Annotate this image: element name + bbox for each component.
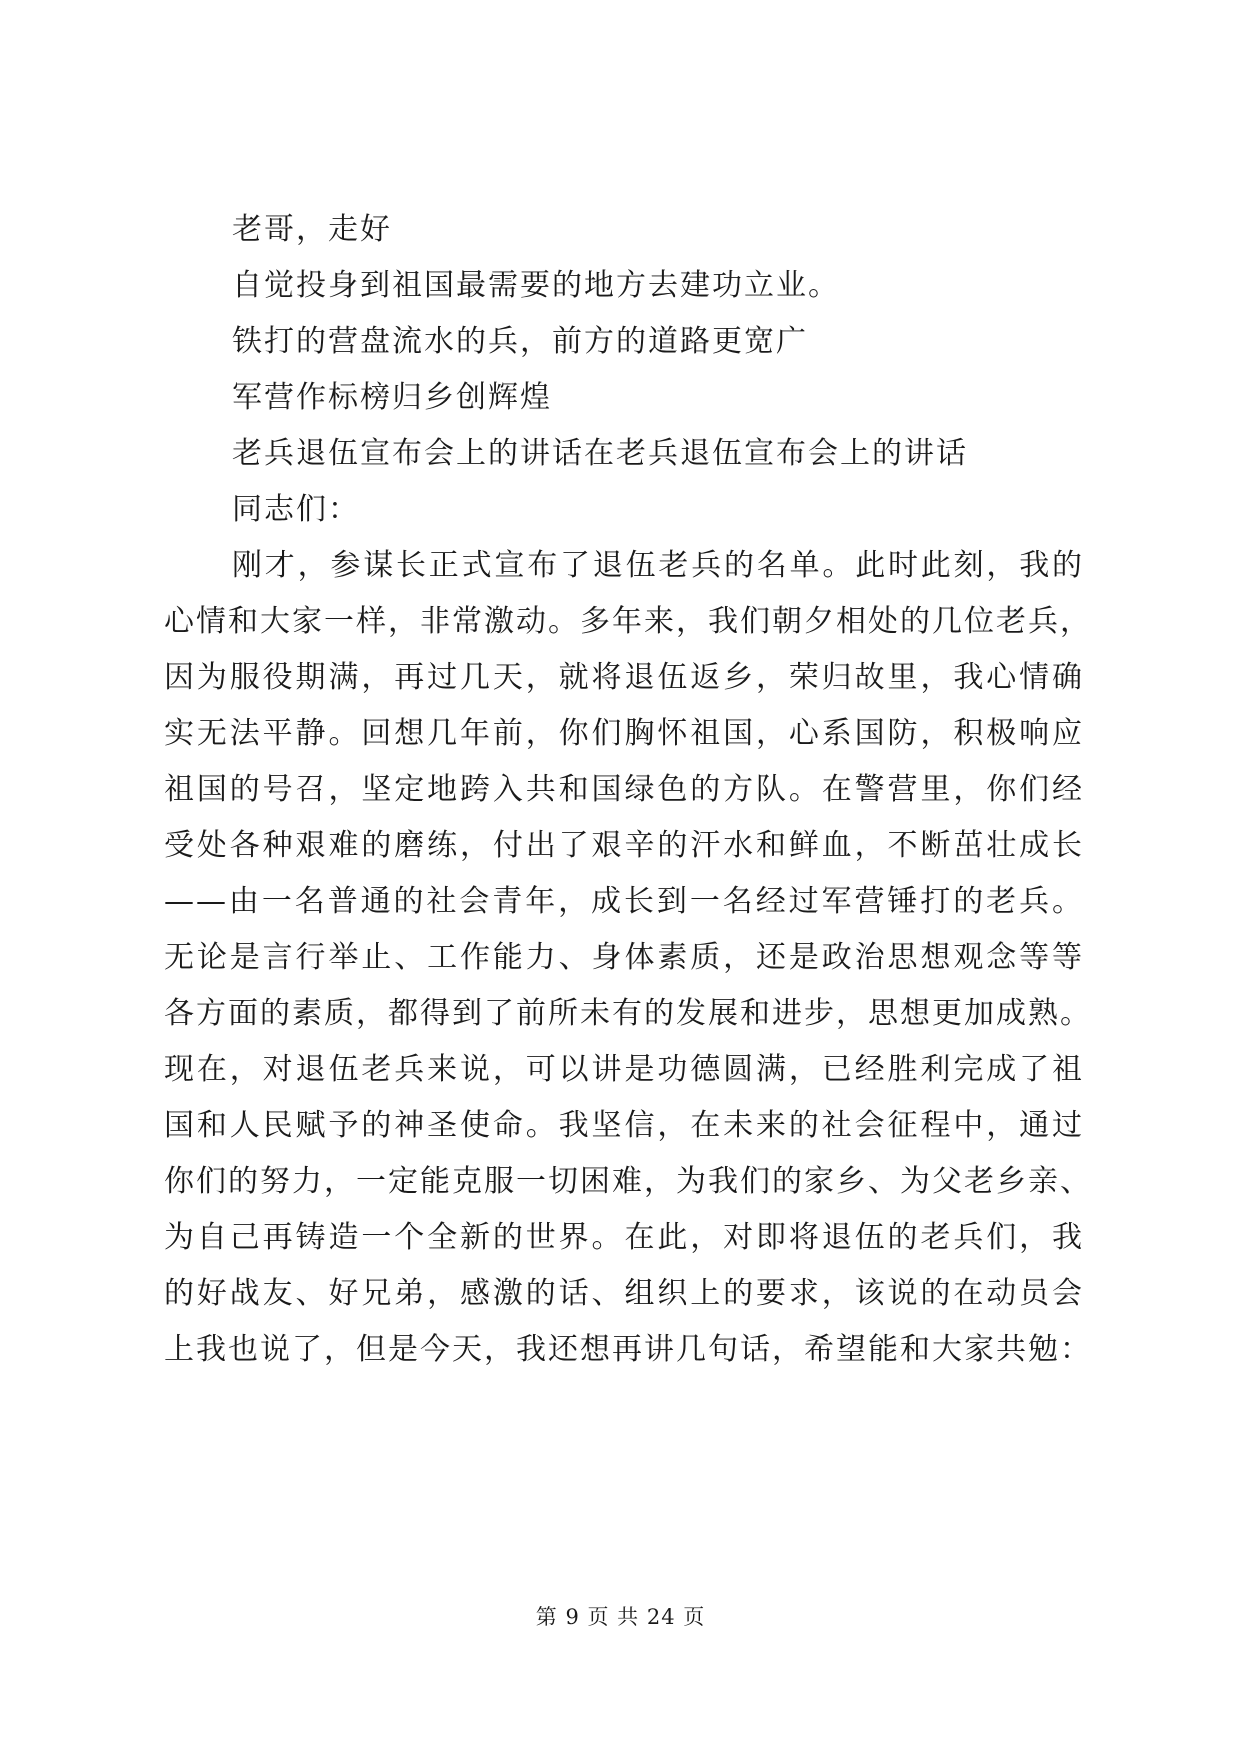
heading-line: 军营作标榜归乡创辉煌 bbox=[232, 380, 552, 415]
paragraph-line: 实无法平静。回想几年前，你们胸怀祖国，心系国防，积极响应 bbox=[164, 716, 1084, 751]
paragraph-line: 的好战友、好兄弟，感激的话、组织上的要求，该说的在动员会 bbox=[164, 1276, 1084, 1311]
paragraph-line: 你们的努力，一定能克服一切困难，为我们的家乡、为父老乡亲、 bbox=[164, 1164, 1092, 1199]
heading-line: 老哥，走好 bbox=[232, 212, 392, 247]
paragraph-line: 各方面的素质，都得到了前所未有的发展和进步，思想更加成熟。 bbox=[164, 996, 1092, 1031]
paragraph-line: ——由一名普通的社会青年，成长到一名经过军营锤打的老兵。 bbox=[164, 884, 1084, 919]
paragraph-line: 受处各种艰难的磨练，付出了艰辛的汗水和鲜血，不断茁壮成长 bbox=[164, 828, 1084, 863]
heading-line: 铁打的营盘流水的兵，前方的道路更宽广 bbox=[232, 324, 808, 359]
paragraph-line: 祖国的号召，坚定地跨入共和国绿色的方队。在警营里，你们经 bbox=[164, 772, 1084, 807]
paragraph-line: 现在，对退伍老兵来说，可以讲是功德圆满，已经胜利完成了祖 bbox=[164, 1052, 1084, 1087]
paragraph-line: 上我也说了，但是今天，我还想再讲几句话，希望能和大家共勉： bbox=[164, 1332, 1092, 1367]
paragraph-line: 心情和大家一样，非常激动。多年来，我们朝夕相处的几位老兵， bbox=[164, 604, 1092, 639]
heading-line: 自觉投身到祖国最需要的地方去建功立业。 bbox=[232, 268, 840, 303]
paragraph-line: 国和人民赋予的神圣使命。我坚信，在未来的社会征程中，通过 bbox=[164, 1108, 1084, 1143]
salutation-line: 同志们： bbox=[232, 492, 360, 527]
paragraph-line: 无论是言行举止、工作能力、身体素质，还是政治思想观念等等 bbox=[164, 940, 1084, 975]
paragraph-first-line: 刚才，参谋长正式宣布了退伍老兵的名单。此时此刻，我的 bbox=[232, 548, 1084, 583]
heading-line: 老兵退伍宣布会上的讲话在老兵退伍宣布会上的讲话 bbox=[232, 436, 968, 471]
paragraph-line: 因为服役期满，再过几天，就将退伍返乡，荣归故里，我心情确 bbox=[164, 660, 1084, 695]
paragraph-line: 为自己再铸造一个全新的世界。在此，对即将退伍的老兵们，我 bbox=[164, 1220, 1084, 1255]
page-number-footer: 第 9 页 共 24 页 bbox=[535, 1605, 706, 1629]
